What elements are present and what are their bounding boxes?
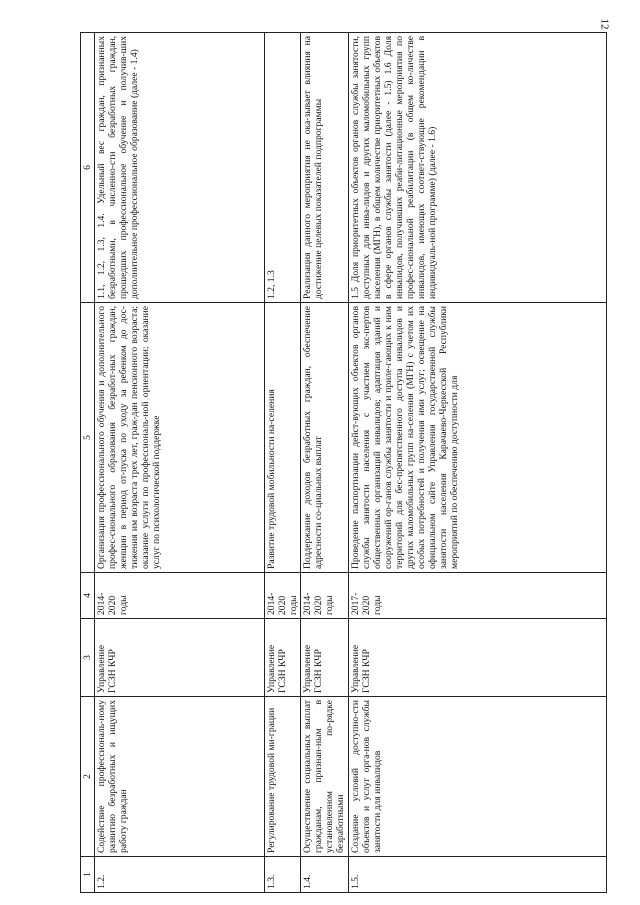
measure-name: Регулирование трудовой ми-грации bbox=[265, 697, 301, 857]
row-number: 1.4. bbox=[301, 857, 349, 893]
column-header: 2 bbox=[81, 697, 95, 857]
measure-content: Организация профессионального обучения и дополнительного профес-сионального образования безработ-ных граждан, женщин в период от-пуска по уходу за ребенком до дос-тижения им возраста трех лет, граж-дан пенсионного возраста; оказание услуги по профессиональ-ной ориентации; оказание услуг по психологической поддержке bbox=[95, 303, 265, 573]
table-row bbox=[265, 33, 301, 893]
column-header: 1 bbox=[81, 857, 95, 893]
column-header: 5 bbox=[81, 303, 95, 573]
measure-name: Содействие профессиональ-ному развитию безработных и ищущих работу граждан bbox=[95, 697, 265, 857]
executor: Управление ГСЗН КЧР bbox=[95, 619, 265, 697]
target-indicators: 1.5 Доля приоритетных объектов органов службы занятости, доступных для инва-лидов и других маломобильных групп населения (МГН), в общем количестве приоритетных объектов в сфере органов службы занятости (далее - 1.5) 1.6 Доля инвалидов, получивших реаби-литационные мероприятия по профес-сиональной реабилитации (в общем ко-личестве инвалидов, имеющих соответ-ствующие рекомендации в индивидуаль-ной программе) (далее - 1.6) bbox=[349, 33, 607, 303]
measure-name: Создание условий доступно-сти объектов и услуг орга-нов службы занятости для инвалидов bbox=[349, 697, 607, 857]
table-header-row bbox=[81, 33, 95, 893]
column-header: 6 bbox=[81, 33, 95, 303]
row-number: 1.3. bbox=[265, 857, 301, 893]
table-row bbox=[95, 33, 265, 893]
measure-content: Развитие трудовой мобильности на-селения bbox=[265, 303, 301, 573]
row-number: 1.5. bbox=[349, 857, 607, 893]
target-indicators: 1.2, 1.3 bbox=[265, 33, 301, 303]
table-row bbox=[349, 33, 607, 893]
period: 2014-2020 годы bbox=[301, 573, 349, 619]
column-header: 4 bbox=[81, 573, 95, 619]
period: 2014-2020 годы bbox=[265, 573, 301, 619]
period: 2014-2020 годы bbox=[95, 573, 265, 619]
program-measures-table bbox=[80, 32, 607, 893]
target-indicators: Реализация данного мероприятия не ока-зывает влияния на достижение целевых показателей подпрограммы bbox=[301, 33, 349, 303]
page-number: 12 bbox=[598, 18, 611, 30]
column-header: 3 bbox=[81, 619, 95, 697]
executor: Управление ГСЗН КЧР bbox=[265, 619, 301, 697]
period: 2017-2020 годы bbox=[349, 573, 607, 619]
measure-content: Поддержание доходов безработных граждан, обеспечение адресности со-циальных выплат bbox=[301, 303, 349, 573]
executor: Управление ГСЗН КЧР bbox=[301, 619, 349, 697]
rotated-table-container bbox=[80, 32, 607, 893]
row-number: 1.2. bbox=[95, 857, 265, 893]
executor: Управление ГСЗН КЧР bbox=[349, 619, 607, 697]
target-indicators: 1.1, 1.2, 1.3, 1.4. Удельный вес граждан, признанных безработными, в численно-сти безработных граждан, прошедших профессиональное обучение и получив-ших дополнительное профессиональное образование (далее - 1.4) bbox=[95, 33, 265, 303]
table-row bbox=[301, 33, 349, 893]
measure-name: Осуществление социальных выплат гражданам, признан-ным в установленном по-рядке безработными bbox=[301, 697, 349, 857]
measure-content: Проведение паспортизации дейст-вующих объектов органов службы занятости населения с участием экс-пертов общественных организаций инвалидов; адаптация зданий и сооружений ор-ганов службы занятости и приле-гающих к ним территорий для бес-препятственного доступа инвалидов и других маломобильных групп на-селения (МГН) с учетом их особых потребностей и получения ими услуг; освещение на официальном сайте Управления государственной службы занятости населения Карачаево-Черкесской Республики мероприятий по обеспечению доступности для bbox=[349, 303, 607, 573]
